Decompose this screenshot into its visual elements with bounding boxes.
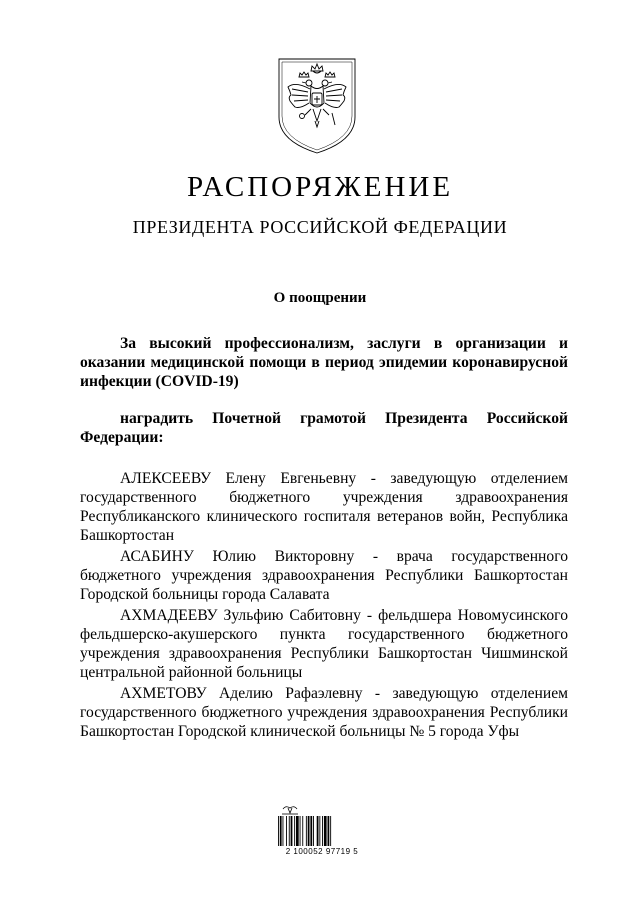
- awardee-list: [80, 469, 568, 743]
- preamble-paragraph: За высокий профессионализм, заслуги в организации и оказании медицинской помощи в период эпидемии коронавирусной инфекции (COVID-19): [80, 335, 568, 390]
- awardee-entry: АСАБИНУ Юлию Викторовну - врача государственного бюджетного учреждения здравоохранения Республики Башкортостан Городской больницы города Салавата: [80, 548, 568, 603]
- decision-paragraph: наградить Почетной грамотой Президента Российской Федерации:: [80, 410, 568, 446]
- barcode-icon: [278, 816, 356, 846]
- document-heading: О поощрении: [273, 290, 367, 306]
- awardee-entry: АХМЕТОВУ Аделию Рафаэлевну - заведующую отделением государственного бюджетного учреждения здравоохранения Республики Башкортостан Городской клинической больницы № 5 города Уфы: [80, 685, 568, 740]
- awardee-entry: АХМАДЕЕВУ Зульфию Сабитовну - фельдшера Новомусинского фельдшерско-акушерского пункта государственного бюджетного учреждения здравоохранения Республики Башкортостан Чишминской центральной районной больницы: [80, 607, 568, 681]
- eagle-stamp-icon: [280, 803, 300, 815]
- awardee-entry: АЛЕКСЕЕВУ Елену Евгеньевну - заведующую отделением государственного бюджетного учреждения здравоохранения Республиканского клинического госпиталя ветеранов войн, Республика Башкортостан: [80, 470, 568, 544]
- coat-of-arms-icon: [275, 55, 359, 155]
- document-title: РАСПОРЯЖЕНИЕ: [186, 171, 454, 203]
- document-subtitle: ПРЕЗИДЕНТА РОССИЙСКОЙ ФЕДЕРАЦИИ: [132, 217, 508, 237]
- barcode-number: 2 100052 97719 5: [285, 847, 359, 856]
